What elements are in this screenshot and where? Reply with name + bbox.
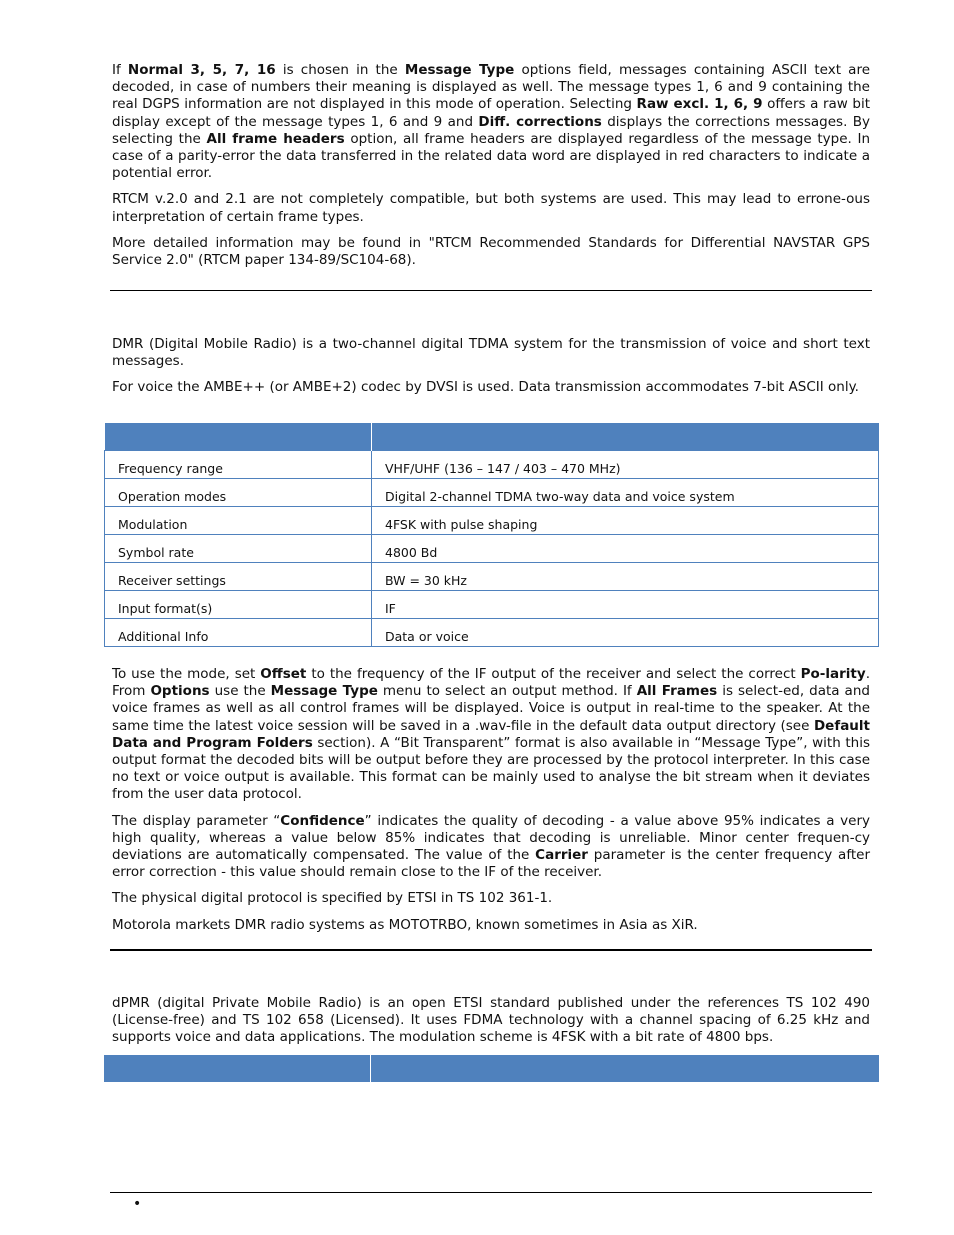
dmr-paragraph-usage	[112, 666, 870, 804]
parameter-name-cell: Input format(s)	[105, 591, 372, 619]
text-run: . From	[112, 666, 870, 700]
bold-term: Normal 3, 5, 7, 16	[127, 62, 276, 78]
table-row	[105, 563, 879, 591]
section-divider	[110, 949, 872, 951]
parameter-value-cell: 4FSK with pulse shaping	[372, 507, 879, 535]
table-row	[105, 507, 879, 535]
text-run: If	[112, 62, 128, 78]
table-row	[105, 451, 879, 479]
parameter-value-cell: 4800 Bd	[372, 535, 879, 563]
bold-term: All Frames	[636, 683, 718, 700]
table-header-cell	[372, 423, 879, 451]
bold-term: Options	[150, 683, 210, 700]
footer-divider	[110, 1192, 872, 1193]
table-row	[105, 591, 879, 619]
text-run: is chosen in the	[275, 62, 405, 78]
dpmr-parameter-table	[104, 1055, 879, 1082]
dpmr-intro	[112, 995, 870, 1047]
table-header-cell	[371, 1055, 880, 1082]
text-run: is select-ed, data and voice frames as well as all control frames will be displayed. Voice is output in real-time to the speaker. At the same time the latest voice session will be saved in a .wav-file in the default data output directory (see	[112, 683, 870, 734]
parameter-name-cell: Additional Info	[105, 619, 372, 647]
table-row	[105, 535, 879, 563]
bold-term: Diff. corrections	[478, 113, 602, 130]
text-run: option, all frame headers are displayed regardless of the message type. In case of a parity-error the data transferred in the related data word are displayed in red characters to indicate a potential error.	[112, 130, 871, 182]
text-run: use the	[209, 683, 271, 700]
parameter-value-cell: BW = 30 kHz	[372, 563, 879, 591]
table-header-cell	[104, 1055, 371, 1082]
parameter-name-cell: Symbol rate	[105, 535, 372, 563]
parameter-value-cell: VHF/UHF (136 – 147 / 403 – 470 MHz)	[372, 451, 879, 479]
bold-term: Default Data and Program Folders	[112, 717, 870, 751]
rtcm-paragraph-compatibility: RTCM v.2.0 and 2.1 are not completely compatible, but both systems are used. This may lead to errone-ous interpretation of certain frame types.	[112, 191, 870, 225]
dmr-intro	[112, 336, 870, 397]
parameter-value-cell: Data or voice	[372, 619, 879, 647]
bold-term: Confidence	[280, 812, 365, 829]
dmr-paragraph-motorola: Motorola markets DMR radio systems as MOTOTRBO, known sometimes in Asia as XiR.	[112, 916, 698, 933]
parameter-value-cell: Digital 2-channel TDMA two-way data and voice system	[372, 479, 879, 507]
bold-term: Po-larity	[800, 666, 866, 682]
text-run: To use the mode, set	[112, 666, 261, 682]
parameter-name-cell: Frequency range	[105, 451, 372, 479]
table-header-cell	[105, 423, 372, 451]
text-run: to the frequency of the IF output of the receiver and select the correct	[306, 666, 801, 682]
rtcm-section	[112, 62, 870, 269]
footer-bullet: •	[133, 1196, 142, 1212]
bold-term: Message Type	[270, 683, 378, 700]
text-run: offers a raw bit display except of the message types 1, 6 and 9 and	[112, 96, 870, 130]
table-header-row	[104, 1055, 879, 1082]
bold-term: All frame headers	[206, 130, 345, 147]
dmr-paragraph-confidence	[112, 813, 870, 882]
text-run: section). A “Bit Transparent” format is also available in “Message Type”, with this output format the decoded bits will be output before they are processed by the protocol interpreter. In this case no text or voice output is available. This format can be mainly used to analyse the bit stream when it deviates from the user data protocol.	[112, 734, 870, 803]
dpmr-paragraph-description: dPMR (digital Private Mobile Radio) is an open ETSI standard published under the references TS 102 490 (License-free) and TS 102 658 (Licensed). It uses FDMA technology with a channel spacing of 6.25 kHz and supports voice and data applications. The modulation scheme is 4FSK with a bit rate of 4800 bps.	[112, 995, 870, 1046]
table-header-row	[105, 423, 879, 451]
bold-term: Message Type	[404, 62, 515, 78]
parameter-name-cell: Receiver settings	[105, 563, 372, 591]
parameter-name-cell: Modulation	[105, 507, 372, 535]
text-run: parameter is the center frequency after error correction - this value should remain close to the IF of the receiver.	[112, 847, 870, 881]
table-row	[105, 479, 879, 507]
text-run: The display parameter “	[112, 812, 281, 829]
table-row	[105, 619, 879, 647]
parameter-value-cell: IF	[372, 591, 879, 619]
dmr-paragraph-codec: For voice the AMBE++ (or AMBE+2) codec by DVSI is used. Data transmission accommodates 7-bit ASCII only.	[112, 379, 859, 396]
bold-term: Carrier	[535, 847, 588, 864]
rtcm-paragraph-message-type	[112, 62, 870, 182]
dmr-paragraph-description: DMR (Digital Mobile Radio) is a two-channel digital TDMA system for the transmission of voice and short text messages.	[112, 336, 870, 370]
dmr-usage	[112, 666, 870, 934]
text-run: menu to select an output method. If	[377, 683, 637, 700]
rtcm-paragraph-reference: More detailed information may be found in "RTCM Recommended Standards for Differential NAVSTAR GPS Service 2.0" (RTCM paper 134-89/SC104-68).	[112, 234, 870, 269]
dmr-paragraph-etsi: The physical digital protocol is specified by ETSI in TS 102 361-1.	[112, 890, 553, 907]
parameter-name-cell: Operation modes	[105, 479, 372, 507]
text-run: ” indicates the quality of decoding - a value above 95% indicates a very high quality, whereas a value below 85% indicates that decoding is unreliable. Minor center frequen-cy deviations are automatically compensated. The value of the	[112, 812, 870, 864]
text-run: options field, messages containing ASCII text are decoded, in case of numbers their meaning is displayed as well. The message types 1, 6 and 9 containing the real DGPS information are not displayed in this mode of operation. Selecting	[112, 62, 871, 113]
bold-term: Raw excl. 1, 6, 9	[636, 96, 763, 113]
text-run: displays the corrections messages. By selecting the	[112, 113, 870, 147]
section-divider	[110, 290, 872, 291]
dmr-parameter-table	[104, 423, 879, 647]
bold-term: Offset	[260, 666, 307, 682]
